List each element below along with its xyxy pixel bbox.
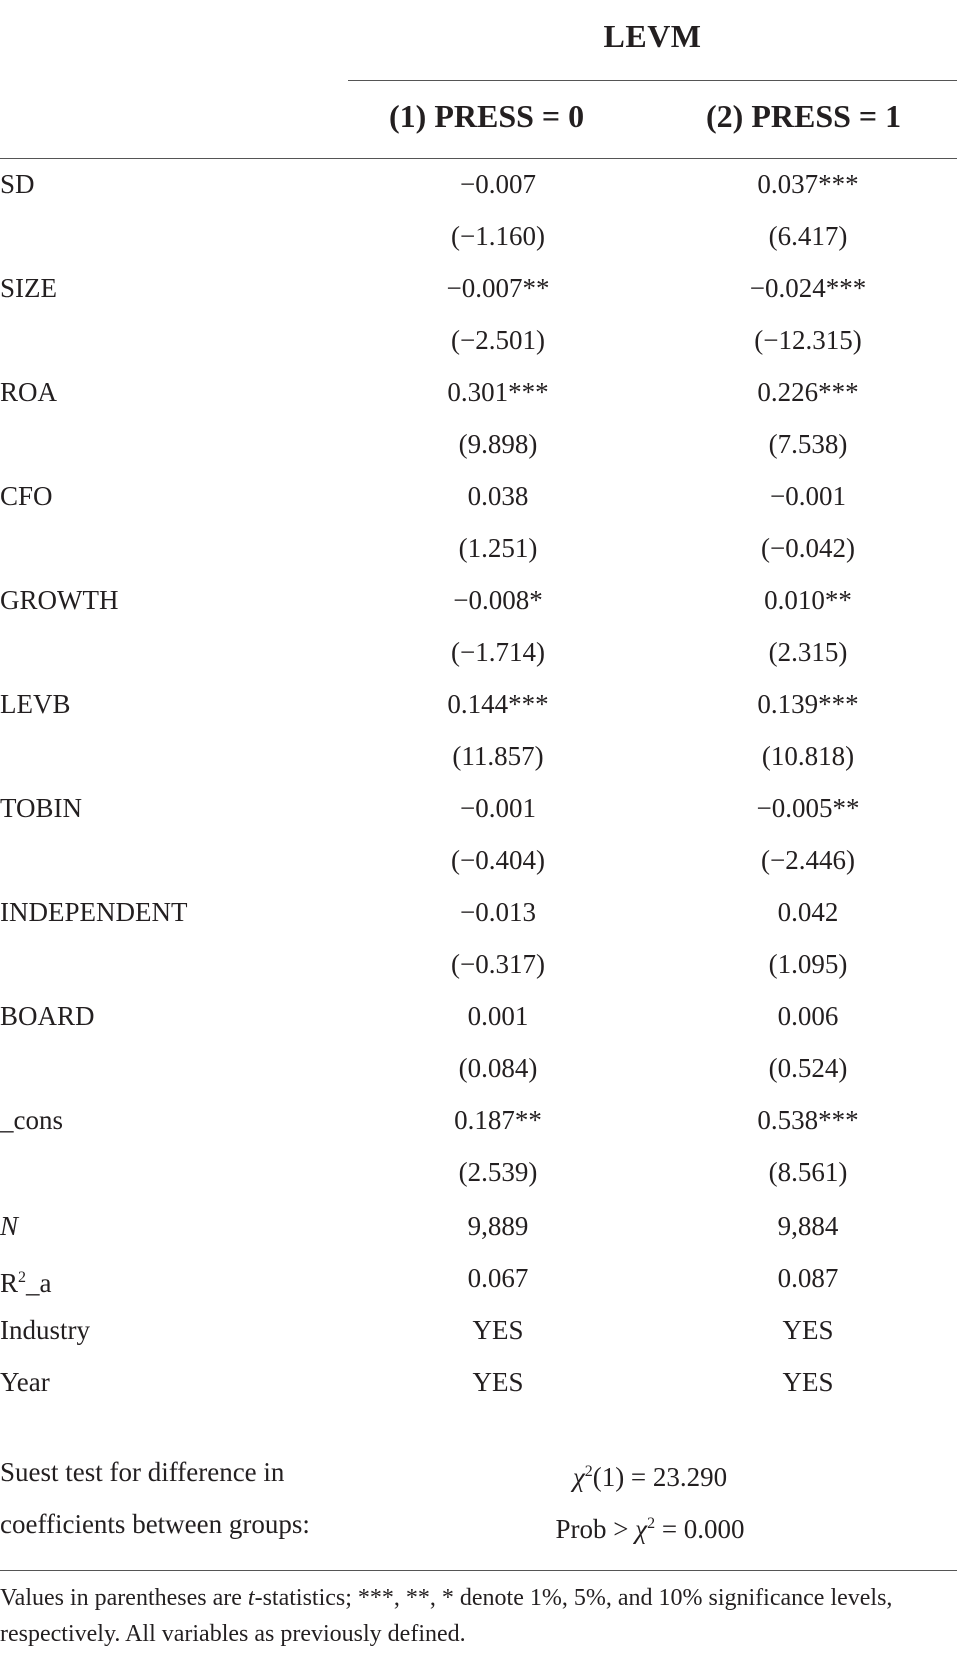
significance-stars: *** <box>818 169 859 199</box>
cell-col2 <box>658 470 957 522</box>
group-rule <box>348 80 957 81</box>
significance-stars: *** <box>508 689 549 719</box>
cell-col1 <box>348 314 648 366</box>
cell-value: 0.144 <box>447 689 509 719</box>
cell-col2 <box>658 782 957 834</box>
cell-value: (2.539) <box>458 1157 538 1187</box>
cell-col2 <box>658 418 957 470</box>
suest-label-line1: Suest test for difference in <box>0 1457 285 1487</box>
cell-col2 <box>658 158 957 210</box>
cell-col1 <box>348 1042 648 1094</box>
cell-col2 <box>658 262 957 314</box>
suest-row-2 <box>0 1498 957 1550</box>
cell-col1 <box>348 730 648 782</box>
cell-col1 <box>348 158 648 210</box>
cell-value: (−0.404) <box>451 845 545 875</box>
tstat-row <box>0 626 957 678</box>
row-label: TOBIN <box>0 793 83 823</box>
cell-col2 <box>658 366 957 418</box>
cell-value: (8.561) <box>768 1157 848 1187</box>
coef-row <box>0 366 957 418</box>
cell-col2 <box>658 626 957 678</box>
significance-stars: *** <box>825 273 867 303</box>
cell-col2: 9,884 <box>777 1211 839 1241</box>
cell-value: −0.007 <box>446 273 523 303</box>
coef-row <box>0 678 957 730</box>
footer-rule <box>0 1570 957 1571</box>
cell-col1 <box>348 470 648 522</box>
suest-label-line2: coefficients between groups: <box>0 1509 310 1539</box>
significance-stars: ** <box>824 585 852 615</box>
cell-col2 <box>658 990 957 1042</box>
cell-value: (−0.317) <box>451 949 545 979</box>
coef-row <box>0 574 957 626</box>
cell-col1: YES <box>472 1315 524 1345</box>
row-label: $R^2\_a$ <box>0 1268 52 1298</box>
cell-col1 <box>348 1146 648 1198</box>
cell-value: (−0.042) <box>761 533 855 563</box>
significance-stars: *** <box>818 377 859 407</box>
tstat-row <box>0 1042 957 1094</box>
cell-col2 <box>658 938 957 990</box>
cell-value: (1.251) <box>458 533 538 563</box>
cell-value: 0.037 <box>757 169 819 199</box>
cell-value: (−12.315) <box>754 325 862 355</box>
cell-col1 <box>348 366 648 418</box>
cell-value: 0.139 <box>757 689 819 719</box>
cell-value: 0.001 <box>467 1001 529 1031</box>
row-label: BOARD <box>0 1001 95 1031</box>
table-footnote: Values in parentheses are t-statistics; ***, **, * denote 1%, 5%, and 10% significance levels, respectively. All variables as previously defined. <box>0 1585 893 1647</box>
tstat-row <box>0 1146 957 1198</box>
cell-col1 <box>348 886 648 938</box>
significance-stars: * <box>529 585 543 615</box>
cell-col2: YES <box>782 1367 834 1397</box>
cell-col1: 0.067 <box>467 1263 529 1293</box>
row-label: ROA <box>0 377 58 407</box>
coef-row <box>0 886 957 938</box>
cell-col2 <box>658 834 957 886</box>
tstat-row <box>0 938 957 990</box>
cell-col2 <box>658 1042 957 1094</box>
cell-col1: YES <box>472 1367 524 1397</box>
stat-row-n <box>0 1200 957 1252</box>
cell-col2 <box>658 678 957 730</box>
cell-col2: 0.087 <box>777 1263 839 1293</box>
prob-stat: Prob > $\chi^2 = 0.000$ <box>555 1514 745 1544</box>
stat-row-year <box>0 1356 957 1408</box>
cell-value: 0.042 <box>777 897 839 927</box>
row-label: CFO <box>0 481 53 511</box>
cell-col1 <box>348 782 648 834</box>
stat-row-r2 <box>0 1252 957 1304</box>
cell-value: −0.001 <box>770 481 846 511</box>
row-label: Year <box>0 1367 50 1397</box>
cell-col1 <box>348 418 648 470</box>
tstat-row <box>0 730 957 782</box>
cell-value: 0.538 <box>757 1105 819 1135</box>
significance-stars: ** <box>522 273 550 303</box>
row-label: GROWTH <box>0 585 119 615</box>
cell-value: −0.001 <box>460 793 536 823</box>
cell-col1 <box>348 522 648 574</box>
row-label: SD <box>0 169 35 199</box>
cell-col2 <box>658 1146 957 1198</box>
cell-value: (0.084) <box>458 1053 538 1083</box>
column-header-1: (1) PRESS = 0 <box>389 98 585 134</box>
cell-value: 0.006 <box>777 1001 839 1031</box>
tstat-row <box>0 418 957 470</box>
cell-value: (−1.714) <box>451 637 545 667</box>
cell-col1 <box>348 262 648 314</box>
cell-col2 <box>658 574 957 626</box>
cell-col1: 9,889 <box>467 1211 529 1241</box>
cell-col2 <box>658 1094 957 1146</box>
coef-row <box>0 470 957 522</box>
cell-col2: YES <box>782 1315 834 1345</box>
cell-value: 0.226 <box>757 377 819 407</box>
significance-stars: *** <box>508 377 549 407</box>
column-header-2: (2) PRESS = 1 <box>706 98 902 134</box>
cell-value: (−2.446) <box>761 845 855 875</box>
cell-value: (6.417) <box>768 221 848 251</box>
tstat-row <box>0 834 957 886</box>
cell-value: 0.301 <box>447 377 509 407</box>
row-label: N <box>0 1211 19 1241</box>
cell-value: 0.038 <box>467 481 529 511</box>
cell-col2 <box>658 730 957 782</box>
coef-row <box>0 158 957 210</box>
cell-col1 <box>348 990 648 1042</box>
coef-row <box>0 990 957 1042</box>
cell-col1 <box>348 1094 648 1146</box>
significance-stars: *** <box>818 1105 859 1135</box>
cell-col1 <box>348 210 648 262</box>
cell-value: −0.024 <box>749 273 826 303</box>
cell-col2 <box>658 210 957 262</box>
row-label: INDEPENDENT <box>0 897 188 927</box>
suest-row-1 <box>0 1446 957 1498</box>
coef-row <box>0 1094 957 1146</box>
cell-col1 <box>348 626 648 678</box>
cell-value: −0.013 <box>460 897 536 927</box>
cell-col1 <box>348 938 648 990</box>
cell-value: (0.524) <box>768 1053 848 1083</box>
cell-col2 <box>658 886 957 938</box>
cell-col1 <box>348 834 648 886</box>
row-label: LEVB <box>0 689 71 719</box>
tstat-row <box>0 314 957 366</box>
row-label: Industry <box>0 1315 90 1345</box>
cell-value: (11.857) <box>452 741 544 771</box>
cell-value: (1.095) <box>768 949 848 979</box>
cell-value: 0.010 <box>764 585 825 615</box>
cell-value: (9.898) <box>458 429 538 459</box>
cell-col1 <box>348 678 648 730</box>
group-header: LEVM <box>603 18 702 54</box>
cell-value: (−2.501) <box>451 325 545 355</box>
tstat-row <box>0 522 957 574</box>
tstat-row <box>0 210 957 262</box>
significance-stars: ** <box>514 1105 542 1135</box>
significance-stars: *** <box>818 689 859 719</box>
cell-value: (10.818) <box>761 741 855 771</box>
cell-value: −0.007 <box>460 169 536 199</box>
cell-value: (7.538) <box>768 429 848 459</box>
cell-value: −0.005 <box>756 793 833 823</box>
row-label: SIZE <box>0 273 57 303</box>
cell-col2 <box>658 314 957 366</box>
cell-value: −0.008 <box>453 585 530 615</box>
coef-row <box>0 782 957 834</box>
cell-value: (2.315) <box>768 637 848 667</box>
significance-stars: ** <box>832 793 860 823</box>
cell-col2 <box>658 522 957 574</box>
stat-row-industry <box>0 1304 957 1356</box>
row-label: _cons <box>0 1105 63 1135</box>
coef-row <box>0 262 957 314</box>
cell-value: 0.187 <box>454 1105 515 1135</box>
chi-square-stat: $\chi^2(1) = 23.290$ <box>572 1462 728 1492</box>
cell-col1 <box>348 574 648 626</box>
cell-value: (−1.160) <box>451 221 545 251</box>
